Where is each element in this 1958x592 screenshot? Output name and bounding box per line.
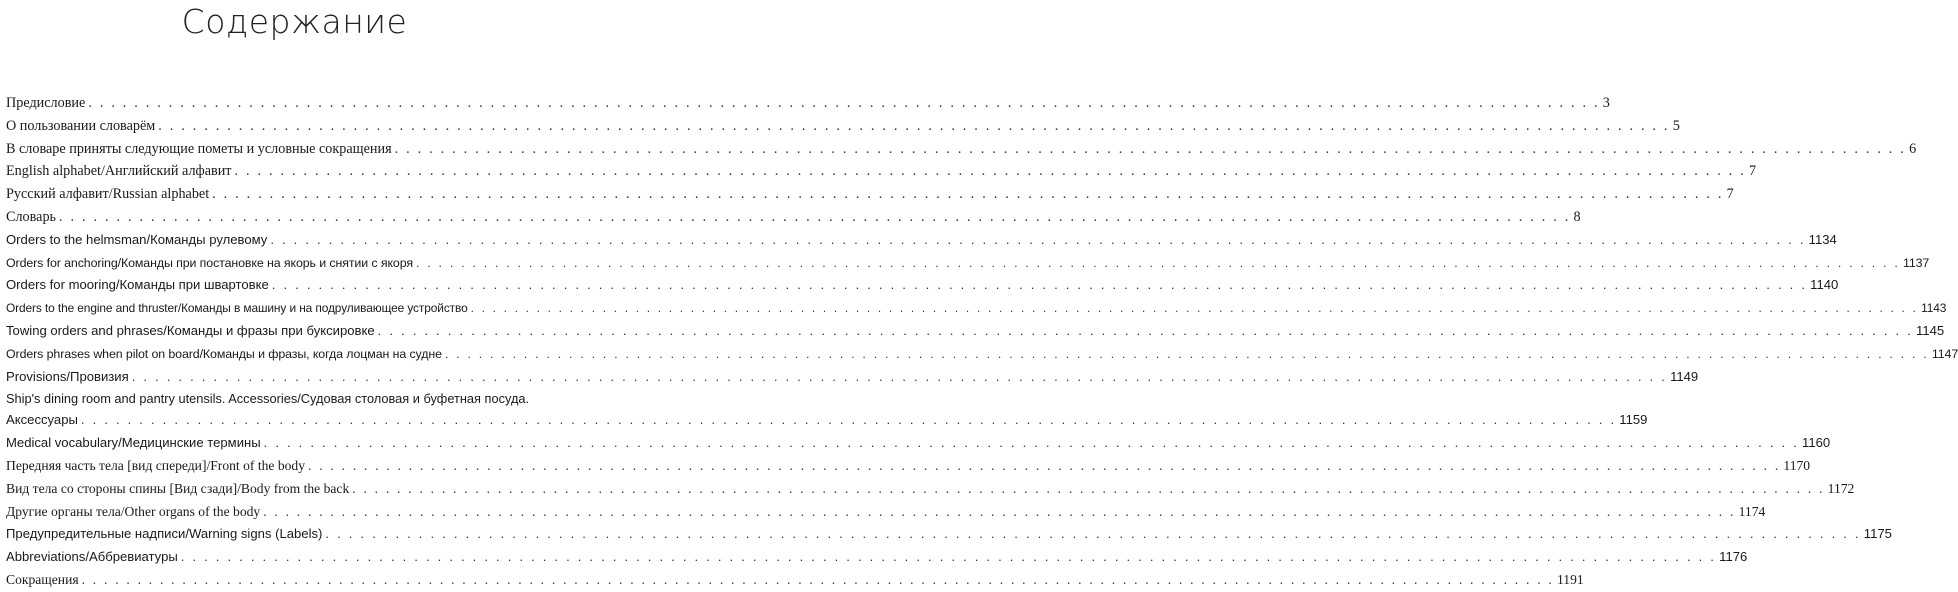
dot-leader: [264, 432, 1799, 455]
toc-entry-page: 5: [1672, 117, 1680, 134]
toc-entry-label: Orders to the helmsman/Команды рулевому: [6, 231, 268, 247]
dot-leader: [270, 229, 1805, 252]
dot-leader: [416, 252, 1900, 275]
toc-entry-page: 1170: [1783, 457, 1811, 473]
toc-entry-label: Русский алфавит/Russian alphabet: [6, 186, 210, 203]
dot-leader: [471, 297, 1918, 320]
toc-entry[interactable]: [6, 229, 1837, 252]
toc-entry[interactable]: [6, 252, 1930, 275]
dot-leader: [395, 138, 1906, 161]
toc-entry-label: Предисловие: [6, 95, 86, 111]
toc-entry-label: Medical vocabulary/Медицинские термины: [6, 435, 261, 451]
dot-leader: [158, 115, 1669, 138]
toc-entry-page: 1175: [1863, 526, 1892, 542]
toc-entry-page: 8: [1573, 208, 1581, 225]
toc-entry[interactable]: [6, 343, 1958, 366]
dot-leader: [378, 320, 1913, 343]
dot-leader: [82, 569, 1554, 592]
toc-entry[interactable]: [6, 115, 1680, 138]
dot-leader: [272, 274, 1807, 297]
toc-entry-page: 7: [1748, 163, 1757, 180]
toc-entry-page: 1191: [1557, 571, 1584, 587]
toc-entry-page: 1174: [1738, 503, 1766, 519]
toc-entry-label: Orders phrases when pilot on board/Команды и фразы, когда лоцман на судне: [6, 346, 442, 361]
toc-entry-label: Abbreviations/Аббревиатуры: [6, 549, 178, 565]
toc-entry-label: Предупредительные надписи/Warning signs (Labels): [6, 526, 323, 542]
toc-entry-page: 1143: [1921, 301, 1947, 316]
toc-entry-label: Передняя часть тела [вид спереди]/Front of the body: [6, 457, 306, 473]
toc-entry-page: 1159: [1619, 412, 1648, 428]
toc-entry[interactable]: [6, 523, 1892, 546]
dot-leader: [88, 92, 1599, 115]
toc-entry[interactable]: [6, 160, 1757, 183]
table-of-contents: [6, 92, 1958, 592]
toc-entry-label: English alphabet/Английский алфавит: [6, 163, 232, 180]
toc-entry[interactable]: [6, 478, 1855, 501]
toc-entry-label: Словарь: [6, 208, 57, 225]
dot-leader: [59, 206, 1570, 229]
toc-entry-label: В словаре приняты следующие пометы и условные сокращения: [6, 140, 392, 157]
toc-entry-label: Сокращения: [6, 571, 79, 587]
page-title: Содержание: [181, 2, 408, 41]
toc-entry-page: 1140: [1810, 277, 1839, 293]
toc-entry-label: Orders for anchoring/Команды при постановке на якорь и снятии с якоря: [6, 255, 413, 270]
toc-entry-page: 1176: [1719, 549, 1748, 565]
toc-entry-page: 1134: [1808, 231, 1837, 247]
toc-entry-label: Orders to the engine and thruster/Команды в машину и на подруливающее устройство: [6, 301, 468, 316]
toc-entry-page: 1172: [1827, 480, 1855, 496]
dot-leader: [235, 160, 1746, 183]
dot-leader: [263, 501, 1735, 524]
toc-entry-page: 7: [1726, 186, 1734, 203]
toc-entry[interactable]: [6, 546, 1748, 569]
toc-entry-page: 6: [1909, 140, 1917, 157]
toc-entry-page: 1149: [1670, 368, 1699, 384]
toc-entry-page: 1160: [1802, 435, 1831, 451]
toc-entry[interactable]: [6, 432, 1831, 455]
toc-entry-first-line[interactable]: Ship's dining room and pantry utensils. Accessories/Судовая столовая и буфетная посуда.: [6, 391, 530, 407]
toc-entry-page: 3: [1602, 95, 1610, 111]
toc-entry[interactable]: [6, 92, 1610, 115]
toc-entry-page: 1145: [1916, 322, 1945, 338]
dot-leader: [181, 546, 1716, 569]
toc-entry-page: 1147: [1931, 346, 1958, 361]
toc-entry-label: Аксессуары: [6, 412, 78, 428]
toc-entry[interactable]: [6, 206, 1581, 229]
toc-entry-label: Другие органы тела/Other organs of the body: [6, 503, 261, 519]
dot-leader: [81, 409, 1616, 432]
toc-entry[interactable]: [6, 320, 1945, 343]
toc-entry[interactable]: [6, 366, 1699, 389]
toc-entry-page: 1137: [1902, 255, 1930, 270]
toc-entry[interactable]: [6, 455, 1811, 478]
toc-entry-label: Вид тела со стороны спины [Вид сзади]/Body from the back: [6, 480, 350, 496]
toc-entry-label: Towing orders and phrases/Команды и фразы при буксировке: [6, 322, 375, 338]
toc-entry[interactable]: [6, 138, 1917, 161]
dot-leader: [308, 455, 1780, 478]
dot-leader: [352, 478, 1824, 501]
toc-entry[interactable]: [6, 409, 1648, 432]
toc-entry[interactable]: [6, 569, 1584, 592]
dot-leader: [132, 366, 1667, 389]
toc-entry-label: Orders for mooring/Команды при швартовке: [6, 277, 269, 293]
dot-leader: [325, 523, 1860, 546]
dot-leader: [445, 343, 1929, 366]
toc-entry[interactable]: [6, 501, 1766, 524]
toc-entry-label: О пользовании словарём: [6, 117, 156, 134]
toc-entry[interactable]: [6, 274, 1839, 297]
dot-leader: [212, 183, 1723, 206]
toc-entry[interactable]: [6, 183, 1734, 206]
toc-entry-label: Provisions/Провизия: [6, 368, 129, 384]
toc-entry[interactable]: [6, 297, 1947, 320]
